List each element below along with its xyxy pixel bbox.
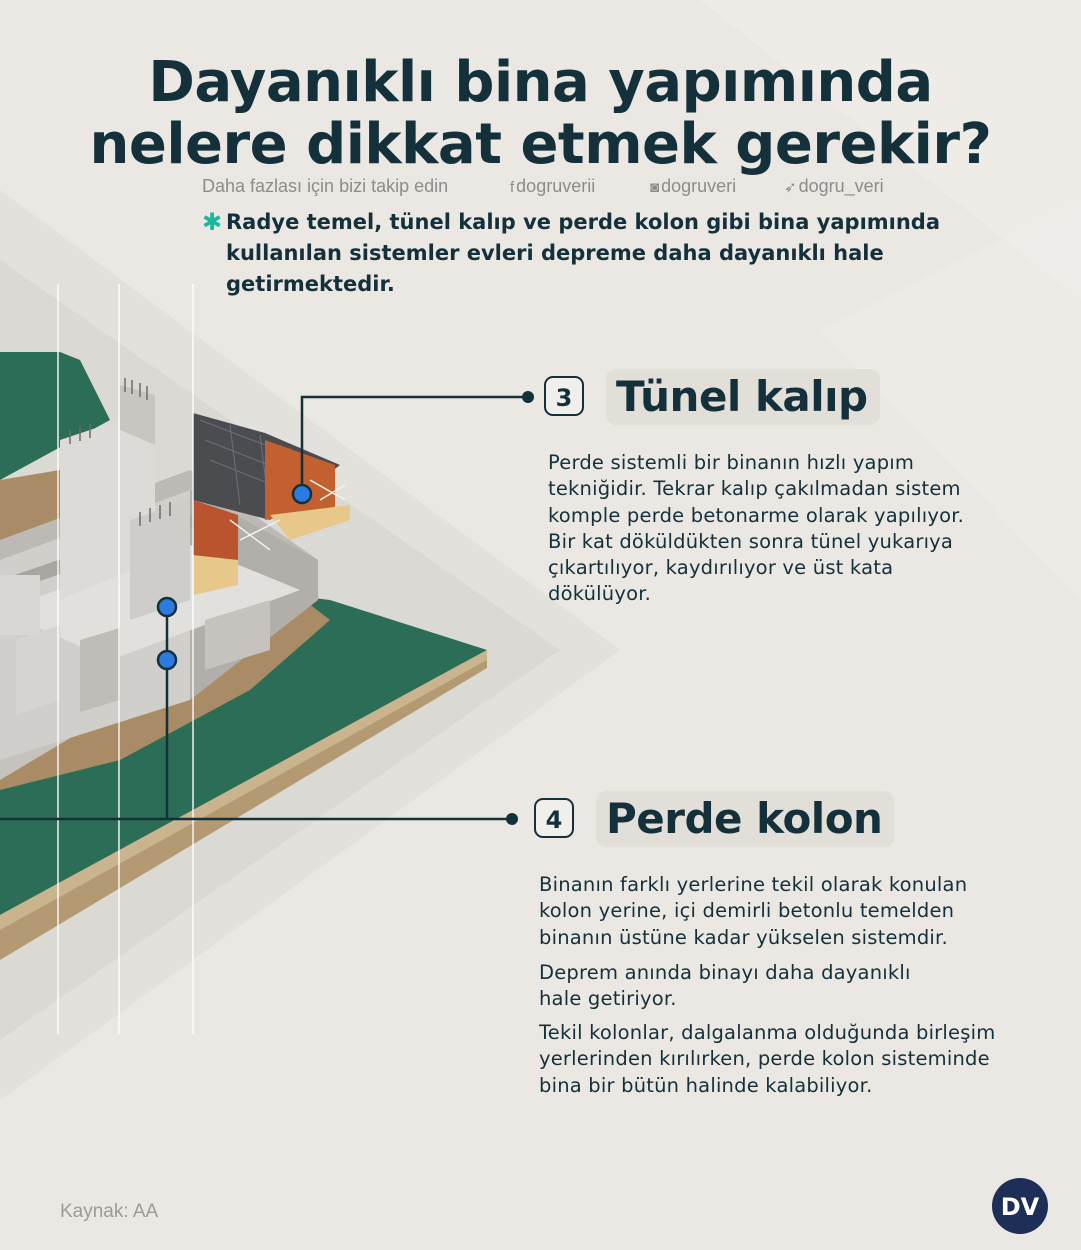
facebook-icon: f: [510, 179, 515, 196]
twitter-icon: ➶: [784, 179, 797, 196]
twitter-link[interactable]: [784, 176, 884, 197]
dv-logo: [990, 1176, 1050, 1236]
marker-4b: [158, 651, 176, 669]
follow-prompt: Daha fazlası için bizi takip edin: [202, 176, 449, 196]
marker-4a: [158, 598, 176, 616]
leader-dot-3: [522, 391, 534, 403]
source-label: Kaynak: AA: [60, 1201, 159, 1222]
page-title: [0, 52, 1081, 176]
intro-text: [202, 207, 1032, 300]
section-4-paragraph-2: Deprem anında binayı daha dayanıklı hale getiriyor.: [539, 961, 911, 1011]
section-title: Perde kolon: [596, 791, 894, 847]
twitter-handle: dogru_veri: [798, 176, 884, 196]
facebook-link[interactable]: [510, 176, 595, 197]
section-title: Tünel kalıp: [606, 369, 880, 425]
section-number-badge: 3: [544, 376, 584, 416]
asterisk-icon: ✱: [202, 208, 223, 236]
instagram-link[interactable]: [650, 176, 736, 197]
instagram-handle: dogruveri: [661, 176, 737, 196]
intro-body: Radye temel, tünel kalıp ve perde kolon gibi bina yapımında kullanılan sistemler evleri depreme daha dayanıklı hale getirmektedir.: [226, 210, 941, 296]
facebook-handle: dogruverii: [516, 176, 596, 196]
instagram-icon: ◙: [650, 179, 660, 196]
svg-text:DV: DV: [1000, 1193, 1040, 1221]
section-number-badge: 4: [534, 798, 574, 838]
section-4-paragraph-1: Binanın farklı yerlerine tekil olarak konulan kolon yerine, içi demirli betonlu temelden binanın üstüne kadar yükselen sistemdir.: [539, 873, 968, 949]
title-line-2: nelere dikkat etmek gerekir?: [89, 112, 992, 177]
marker-3: [293, 485, 311, 503]
title-line-1: Dayanıklı bina yapımında: [148, 50, 933, 115]
section-4-paragraph-3: Tekil kolonlar, dalgalanma olduğunda birleşim yerlerinden kırılırken, perde kolon sisteminde bina bir bütün halinde kalabiliyor.: [539, 1021, 996, 1097]
social-follow-row: [202, 176, 962, 198]
section-3-paragraph: Perde sistemli bir binanın hızlı yapım tekniğidir. Tekrar kalıp çakılmadan sistem komple perde betonarme olarak yapılıyor. Bir kat döküldükten sonra tünel yukarıya çıkartılıyor, kaydırılıyor ve üst kata dökülüyor.: [548, 451, 965, 606]
leader-dot-4: [506, 813, 518, 825]
